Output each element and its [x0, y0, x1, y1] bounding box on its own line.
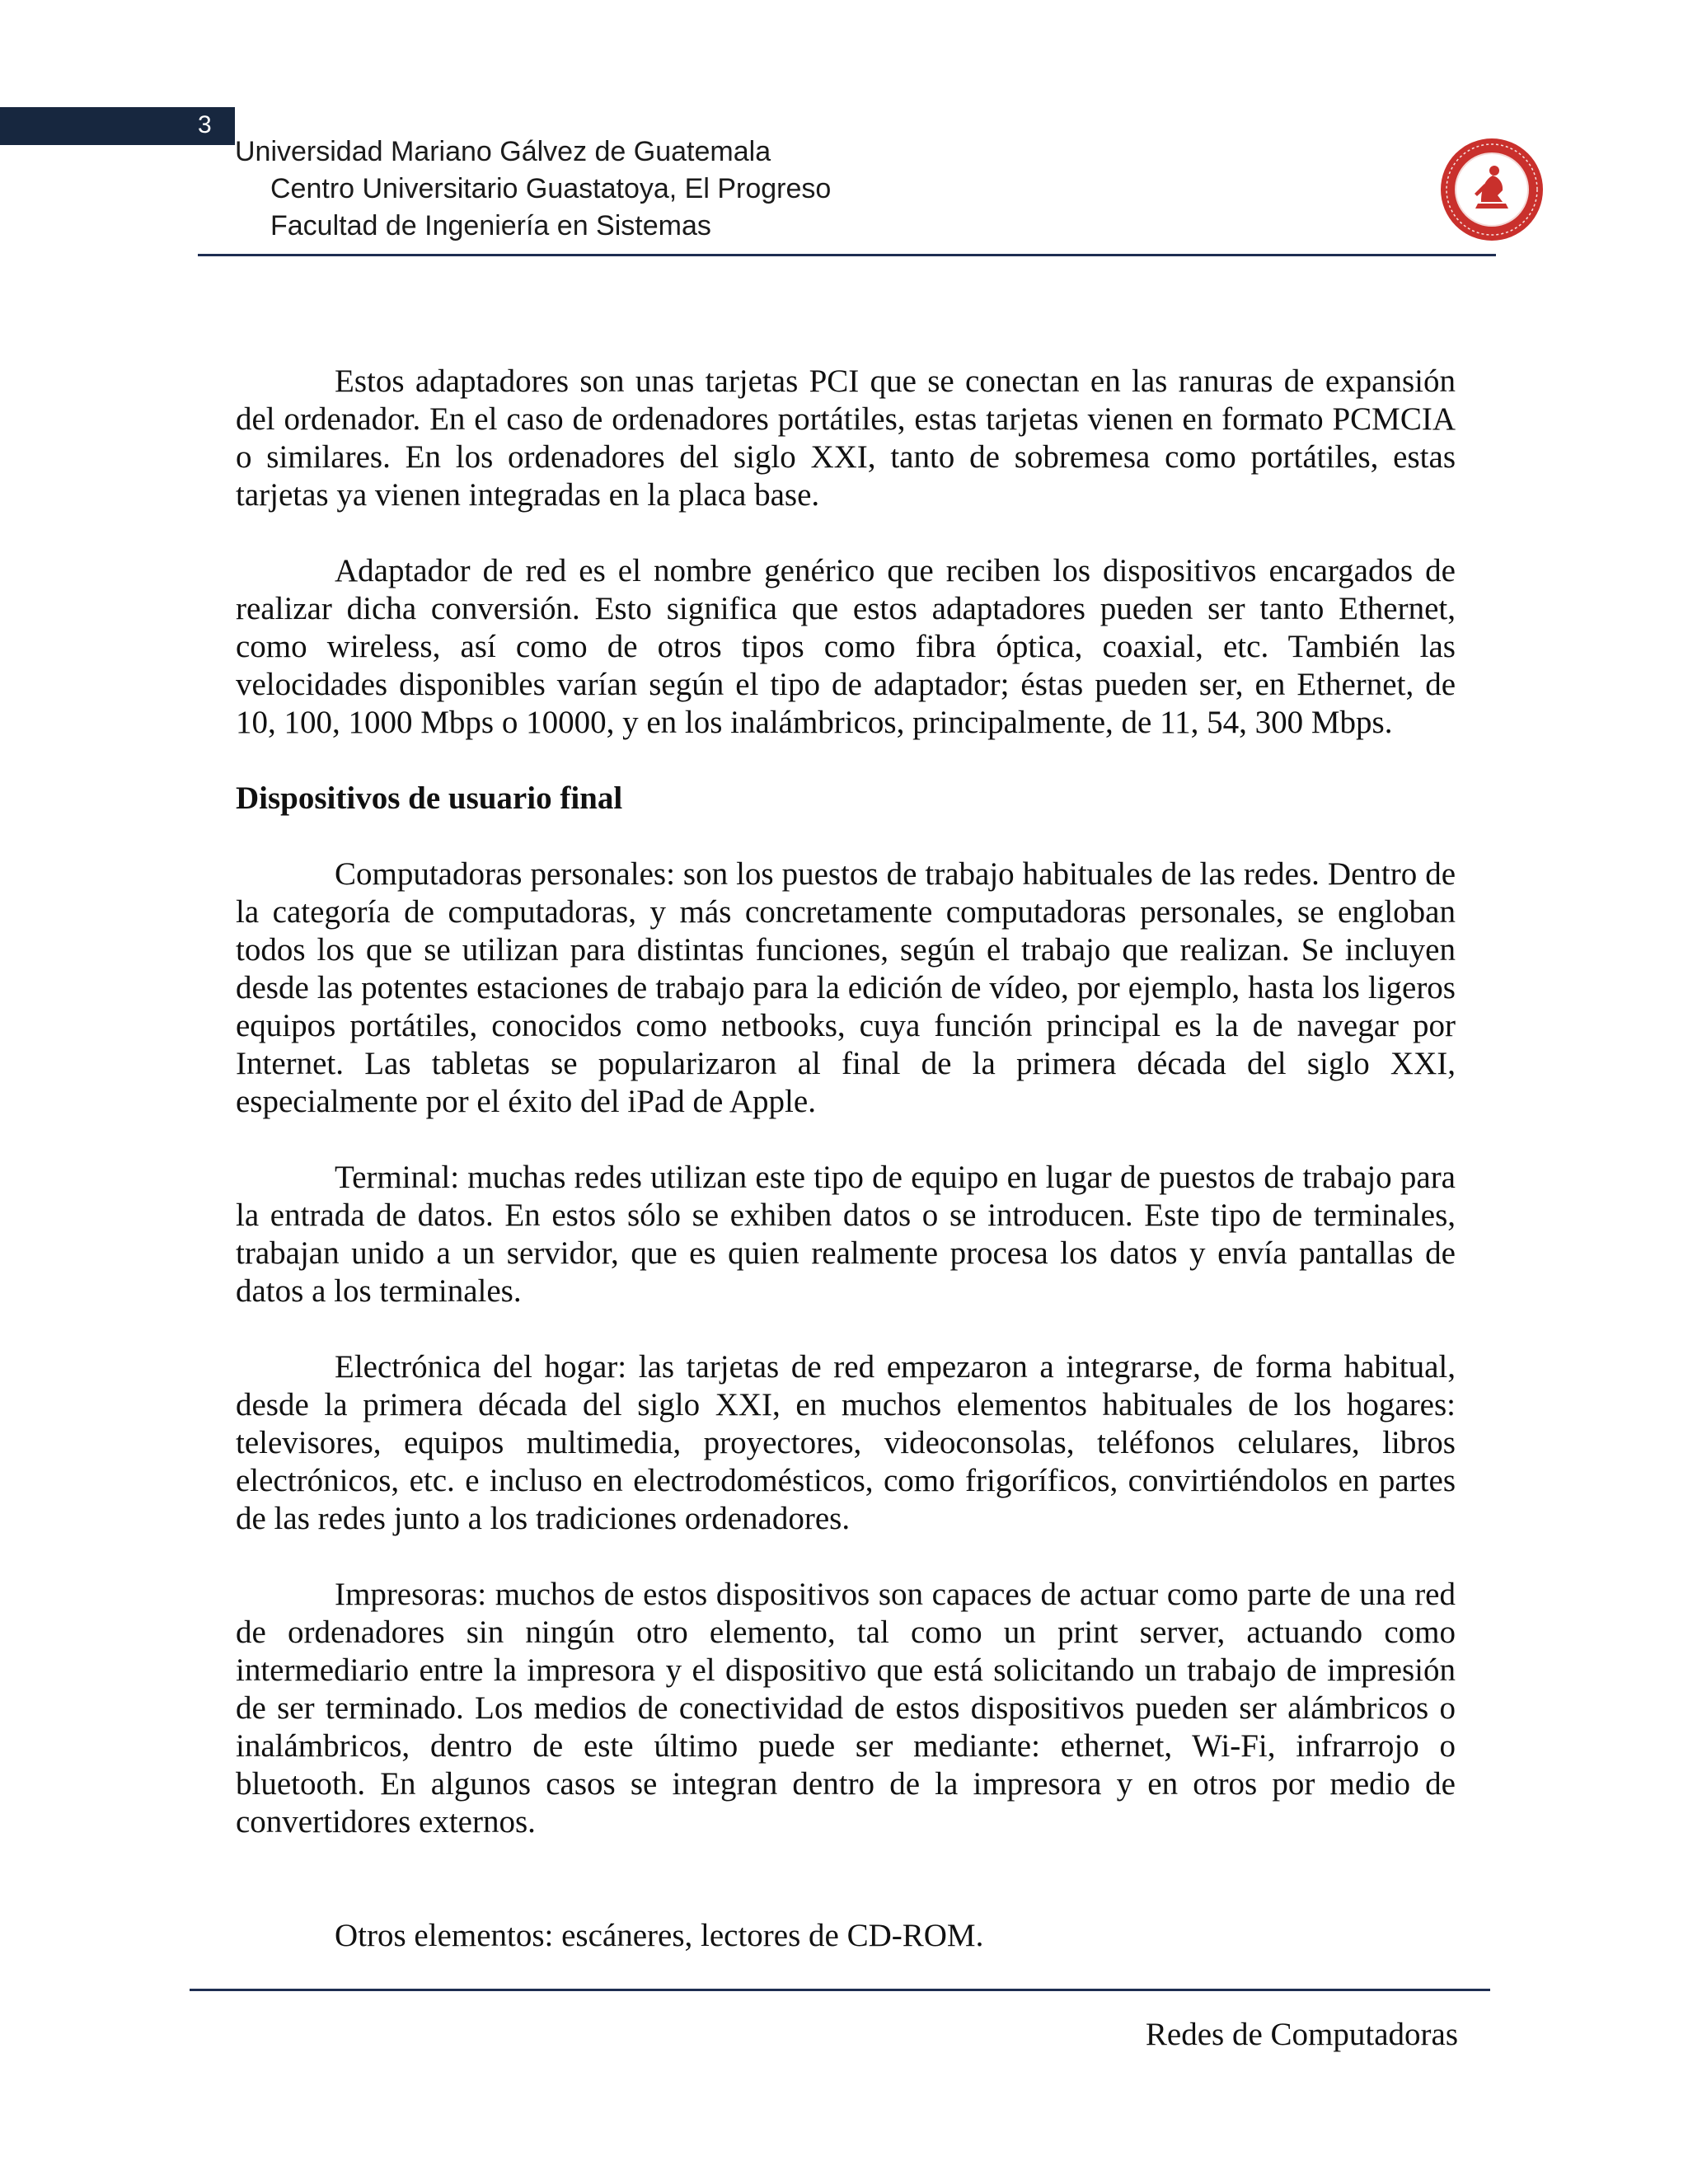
- page-number: 3: [198, 111, 212, 138]
- header-rule: [198, 254, 1496, 256]
- header-institution: [235, 134, 831, 245]
- document-body: [236, 363, 1456, 1955]
- university-name: Universidad Mariano Gálvez de Guatemala: [235, 136, 771, 167]
- university-seal-icon: [1438, 136, 1545, 243]
- paragraph: Computadoras personales: son los puestos de trabajo habituales de las redes. Dentro de la categoría de computadoras, y más concretamente computadoras personales, se engloban todos los que se utilizan para distintas funciones, según el trabajo que realizan. Se incluyen desde las potentes estaciones de trabajo para la edición de vídeo, por ejemplo, hasta los ligeros equipos portátiles, conocidos como netbooks, cuya función principal es la de navegar por Internet. Las tabletas se popularizaron al final de la primera década del siglo XXI, especialmente por el éxito del iPad de Apple.: [236, 856, 1456, 1119]
- paragraph: Electrónica del hogar: las tarjetas de red empezaron a integrarse, de forma habitual, desde la primera década del siglo XXI, en muchos elementos habituales de los hogares: televisores, equipos multimedia, proyectores, videoconsolas, teléfonos celulares, libros electrónicos, etc. e incluso en electrodomésticos, como frigoríficos, convirtiéndolos en partes de las redes junto a los tradiciones ordenadores.: [236, 1349, 1456, 1536]
- paragraph: Impresoras: muchos de estos dispositivos son capaces de actuar como parte de una red de ordenadores sin ningún otro elemento, tal como un print server, actuando como intermediario entre la impresora y el dispositivo que está solicitando un trabajo de impresión de ser terminado. Los medios de conectividad de estos dispositivos pueden ser alámbricos o inalámbricos, dentro de este último puede ser mediante: ethernet, Wi-Fi, infrarrojo o bluetooth. En algunos casos se integran dentro de la impresora y en otros por medio de convertidores externos.: [236, 1577, 1456, 1840]
- paragraph: Adaptador de red es el nombre genérico que reciben los dispositivos encargados de realizar dicha conversión. Esto significa que estos adaptadores pueden ser tanto Ethernet, como wireless, así como de otros tipos como fibra óptica, coaxial, etc. También las velocidades disponibles varían según el tipo de adaptador; éstas pueden ser, en Ethernet, de 10, 100, 1000 Mbps o 10000, y en los inalámbricos, principalmente, de 11, 54, 300 Mbps.: [236, 553, 1456, 740]
- paragraph: Estos adaptadores son unas tarjetas PCI que se conectan en las ranuras de expansión del ordenador. En el caso de ordenadores portátiles, estas tarjetas vienen en formato PCMCIA o similares. En los ordenadores del siglo XXI, tanto de sobremesa como portátiles, estas tarjetas ya vienen integradas en la placa base.: [236, 363, 1456, 513]
- paragraph: Otros elementos: escáneres, lectores de CD-ROM.: [335, 1918, 984, 1953]
- center-name: Centro Universitario Guastatoya, El Progreso: [270, 173, 832, 204]
- paragraph: Terminal: muchas redes utilizan este tipo de equipo en lugar de puestos de trabajo para la entrada de datos. En estos sólo se exhiben datos o se introducen. Este tipo de terminales, trabajan unido a un servidor, que es quien realmente procesa los datos y envía pantallas de datos a los terminales.: [236, 1160, 1456, 1309]
- footer-rule: [190, 1989, 1490, 1991]
- section-heading: Dispositivos de usuario final: [236, 780, 623, 816]
- footer-course-title: Redes de Computadoras: [1145, 2017, 1458, 2052]
- spacer: [236, 1879, 1456, 1917]
- faculty-name: Facultad de Ingeniería en Sistemas: [270, 210, 711, 241]
